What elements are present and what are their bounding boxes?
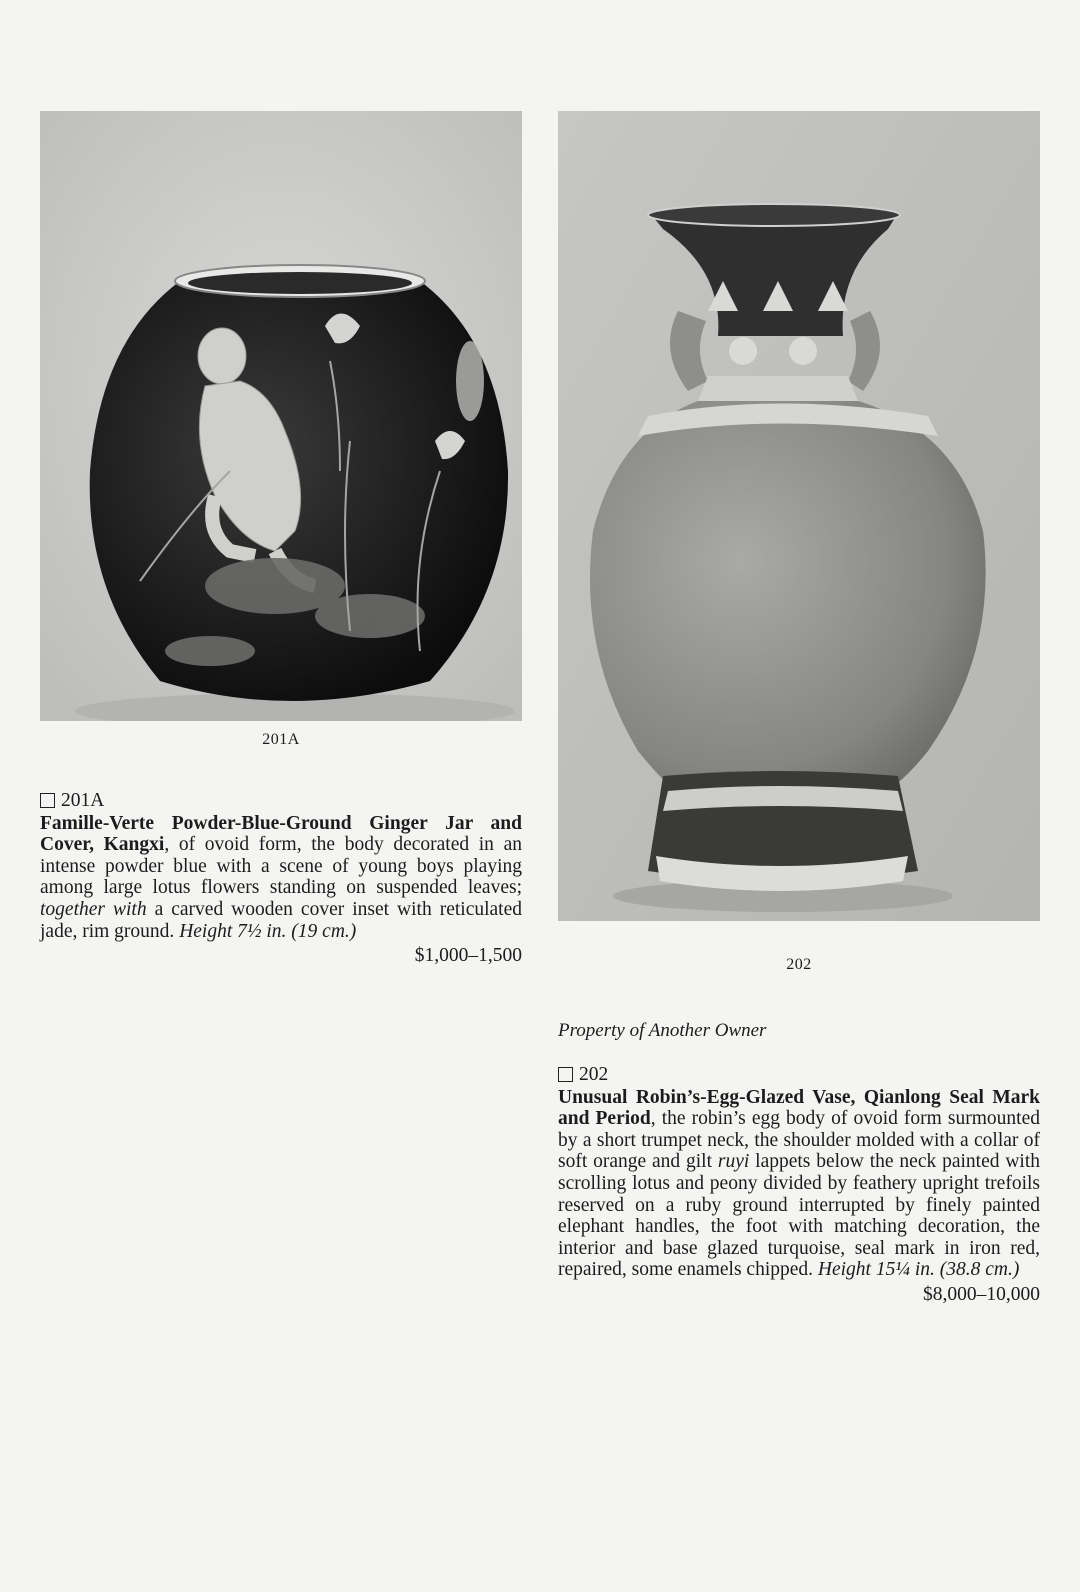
ruyi-text: ruyi xyxy=(717,1151,750,1173)
provenance-heading: Property of Another Owner xyxy=(558,1020,767,1041)
figure-caption-201a: 201A xyxy=(262,731,300,748)
lot-description-201a xyxy=(40,813,522,943)
lot-description-part: a carved wooden cover inset with reticulated jade, rim ground. xyxy=(40,898,523,942)
lot-height: Height 7½ in. (19 cm.) xyxy=(179,920,357,942)
lot-estimate-202: $8,000–10,000 xyxy=(923,1283,1040,1305)
photo-robins-egg-vase xyxy=(558,111,1040,921)
lot-description-part: lappets below the neck painted with scrolling lotus and peony divided by feathery upright trefoils reserved on a ruby ground interrupted by finely painted elephant handles, the foot with matching decoration, the interior and base glazed turquoise, seal mark in iron red, repaired, some enamels chipped. xyxy=(558,1151,1040,1281)
checkbox-icon xyxy=(40,793,55,808)
ginger-jar-image xyxy=(40,111,522,721)
lot-title: Famille-Verte Powder-Blue-Ground Ginger Jar and Cover, Kangxi xyxy=(40,812,522,856)
vase-image xyxy=(558,111,1040,921)
lot-number-202 xyxy=(558,1064,1040,1086)
lot-title: Unusual Robin’s-Egg-Glazed Vase, Qianlong Seal Mark and Period xyxy=(558,1086,1040,1130)
figure-caption-202: 202 xyxy=(786,956,812,973)
lot-estimate-201a: $1,000–1,500 xyxy=(414,945,522,967)
lot-number-text: 202 xyxy=(579,1064,609,1085)
lot-number-201a xyxy=(40,790,522,812)
checkbox-icon xyxy=(558,1067,573,1082)
lot-height: Height 15¼ in. (38.8 cm.) xyxy=(817,1259,1020,1281)
lot-description-part: , of ovoid form, the body decorated in an intense powder blue with a scene of young boys playing among large lotus flowers standing on suspended leaves; xyxy=(40,834,522,899)
photo-ginger-jar xyxy=(40,111,522,721)
lot-description-202 xyxy=(558,1087,1040,1281)
lot-202-entry xyxy=(558,1064,1040,1306)
lot-description-part: , the robin’s egg body of ovoid form surmounted by a short trumpet neck, the shoulder molded with a collar of soft orange and gilt xyxy=(558,1108,1040,1173)
together-with-text: together with xyxy=(40,898,147,920)
lot-number-text: 201A xyxy=(61,790,105,811)
lot-201a-entry xyxy=(40,790,522,967)
